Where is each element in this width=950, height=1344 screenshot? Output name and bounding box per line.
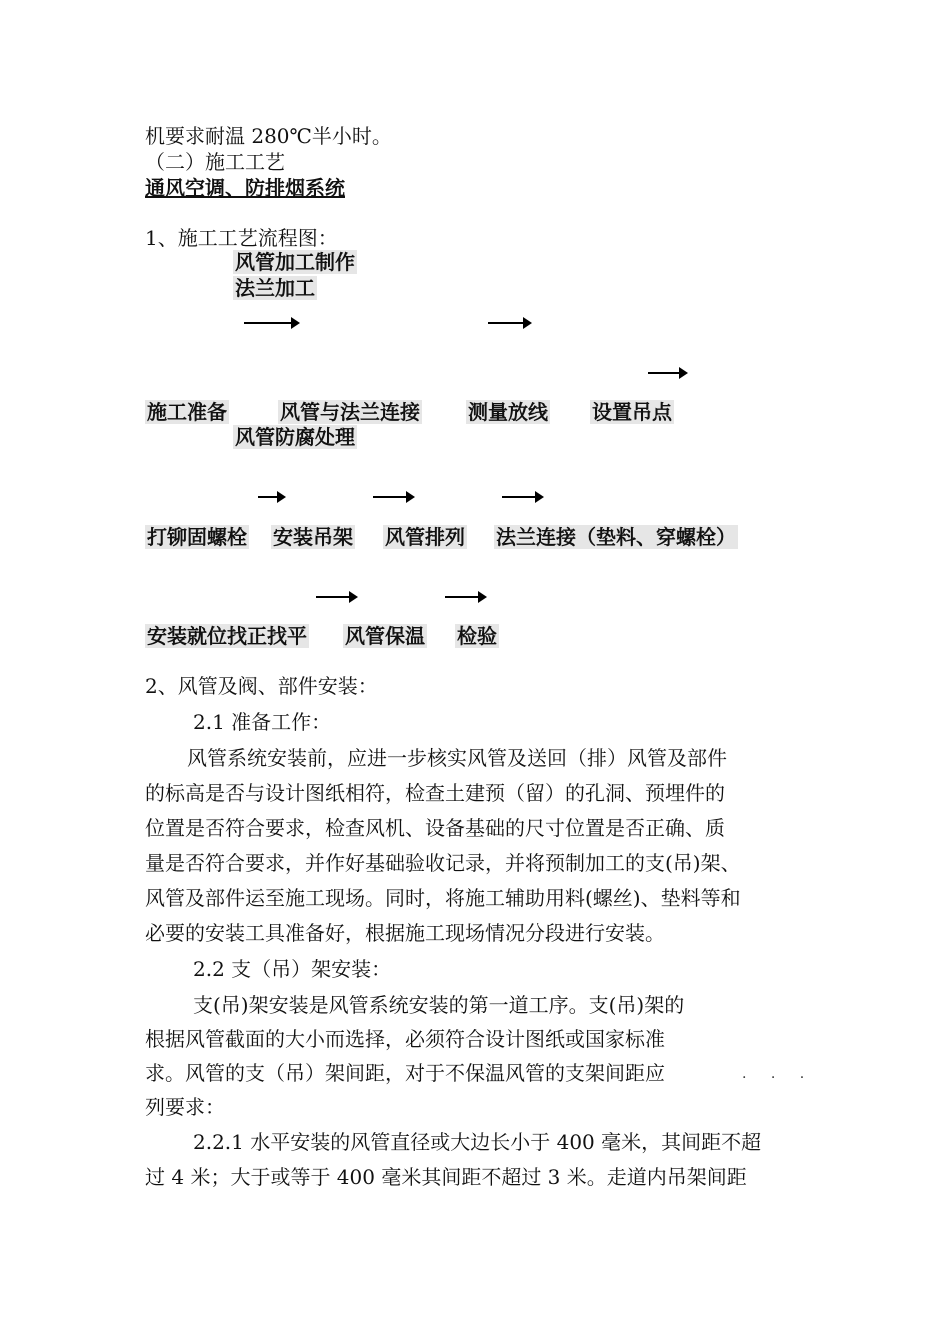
flow-box-hanging-points: 设置吊点 — [592, 400, 672, 424]
paragraph-line: 的标高是否与设计图纸相符，检查土建预（留）的孔洞、预埋件的 — [145, 781, 725, 805]
paragraph-line: 风管及部件运至施工现场。同时，将施工辅助用料(螺丝)、垫料等和 — [145, 886, 741, 910]
paragraph-line: 位置是否符合要求，检查风机、设备基础的尺寸位置是否正确、质 — [145, 816, 725, 840]
flow-arrow — [258, 496, 284, 498]
paragraph-line: 2.2.1 水平安装的风管直径或大边长小于 400 毫米，其间距不超 — [193, 1130, 762, 1154]
paragraph-line: 支(吊)架安装是风管系统安装的第一道工序。支(吊)架的 — [193, 993, 685, 1017]
flow-box-flange-processing: 法兰加工 — [235, 276, 315, 300]
section-heading: 通风空调、防排烟系统 — [145, 176, 345, 200]
flow-arrow — [445, 596, 485, 598]
flow-box-install-hangers: 安装吊架 — [273, 525, 353, 549]
flow-arrow — [502, 496, 542, 498]
flow-box-inspection: 检验 — [457, 624, 497, 648]
section-2-title: 2、风管及阀、部件安装： — [145, 674, 378, 698]
flow-box-flange-connection: 法兰连接（垫料、穿螺栓） — [496, 525, 736, 549]
paragraph-line: 风管系统安装前，应进一步核实风管及送回（排）风管及部件 — [187, 746, 727, 770]
flow-arrow — [648, 372, 686, 374]
flow-box-duct-fabrication: 风管加工制作 — [235, 250, 355, 274]
flow-arrow — [373, 496, 413, 498]
flow-box-prep: 施工准备 — [147, 400, 227, 424]
flow-box-rivet-bolt: 打铆固螺栓 — [147, 525, 247, 549]
flow-arrow — [316, 596, 356, 598]
paragraph-line: 根据风管截面的大小而选择，必须符合设计图纸或国家标准 — [145, 1027, 665, 1051]
subsection-2-2-title: 2.2 支（吊）架安装： — [193, 957, 392, 981]
paragraph-line: 量是否符合要求，并作好基础验收记录，并将预制加工的支(吊)架、 — [145, 851, 741, 875]
subsection-2-1-title: 2.1 准备工作： — [193, 710, 332, 734]
paragraph-line: 求。风管的支（吊）架间距，对于不保温风管的支架间距应 — [145, 1061, 665, 1085]
flow-box-anticorrosion: 风管防腐处理 — [235, 425, 355, 449]
flow-box-survey: 测量放线 — [468, 400, 548, 424]
section-subtitle: （二）施工工艺 — [145, 150, 285, 174]
paragraph-line: 必要的安装工具准备好，根据施工现场情况分段进行安装。 — [145, 921, 665, 945]
illegible-marks: . . . — [742, 1066, 815, 1082]
flow-box-duct-flange-connect: 风管与法兰连接 — [280, 400, 420, 424]
flow-title: 1、施工工艺流程图： — [145, 226, 338, 250]
flow-arrow — [244, 322, 298, 324]
flow-box-positioning: 安装就位找正找平 — [147, 624, 307, 648]
flow-box-insulation: 风管保温 — [345, 624, 425, 648]
paragraph-line: 列要求： — [145, 1095, 225, 1119]
flow-box-duct-arrangement: 风管排列 — [385, 525, 465, 549]
flow-arrow — [488, 322, 530, 324]
text-line: 机要求耐温 280℃半小时。 — [145, 124, 392, 148]
paragraph-line: 过 4 米；大于或等于 400 毫米其间距不超过 3 米。走道内吊架间距 — [145, 1165, 747, 1189]
